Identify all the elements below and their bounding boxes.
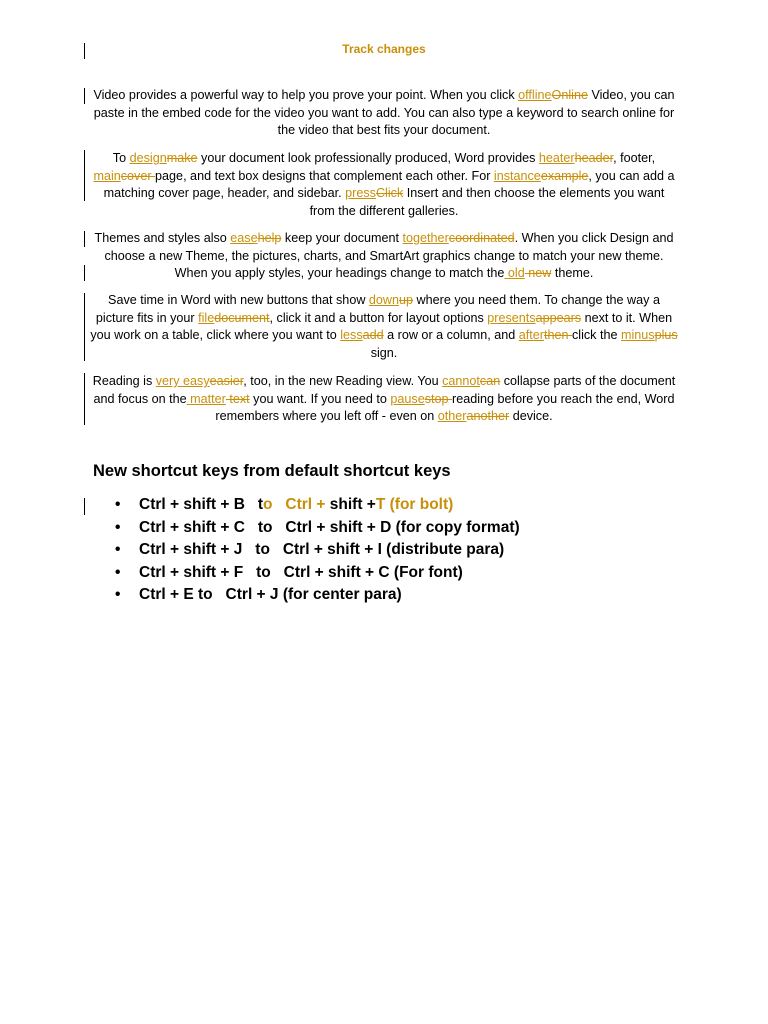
inserted-text: presents: [487, 310, 536, 325]
bullet-icon: •: [115, 586, 121, 603]
bullet-icon: •: [115, 496, 121, 513]
text-run: device.: [509, 409, 553, 424]
inserted-text: ease: [230, 231, 258, 245]
text-run: theme.: [551, 266, 594, 281]
deleted-text: another: [466, 409, 510, 424]
deleted-text: header: [574, 151, 614, 165]
bullet-icon: •: [115, 518, 121, 536]
inserted-text: instance: [493, 168, 541, 183]
text-run: you want. If you need to: [249, 391, 391, 406]
bullet-icon: •: [115, 563, 121, 581]
deleted-text: Click: [375, 186, 404, 201]
deleted-text: plus: [654, 328, 678, 343]
deleted-text: then: [543, 328, 572, 343]
deleted-text: up: [399, 293, 414, 307]
inserted-text: down: [368, 293, 400, 307]
deleted-text: easier: [209, 374, 244, 388]
text-run: Ctrl + shift + B t: [139, 496, 264, 513]
paragraph-buttons: [90, 292, 678, 363]
text-run: , you can add a matching cover page, header, and sidebar.: [103, 168, 675, 201]
inserted-text: T (for bolt): [375, 496, 454, 513]
deleted-text: stop: [424, 391, 453, 406]
paragraph-themes: [90, 230, 678, 283]
deleted-text: Online: [551, 88, 588, 102]
text-run: , footer,: [613, 151, 656, 165]
inserted-text: offline: [518, 88, 552, 102]
text-run: click the: [571, 328, 621, 343]
deleted-text: can: [479, 374, 501, 388]
list-item: [115, 517, 520, 540]
text-run: . When you click Design and choose a new Theme, the pictures, charts, and SmartArt graphics change to match your new theme. When you apply styles, your headings change to match the: [104, 231, 674, 281]
text-run: your document look professionally produced, Word provides: [197, 151, 539, 165]
deleted-text: appears: [535, 310, 582, 325]
text-run: Insert and then choose the elements you want from the different galleries.: [309, 186, 665, 219]
text-run: , too, in the new Reading view. You: [243, 374, 443, 388]
inserted-text: file: [198, 310, 215, 325]
text-run: Save time in Word with new buttons that show: [108, 293, 369, 307]
deleted-text: new: [524, 266, 552, 281]
text-run: sign.: [370, 346, 398, 361]
list-item: [115, 494, 520, 517]
change-bar: [84, 373, 85, 425]
text-run: Ctrl + shift + F to Ctrl + shift + C (For font): [139, 563, 463, 581]
text-run: Reading is: [92, 374, 156, 388]
paragraph-design: [90, 150, 678, 221]
document-title: Track changes: [342, 42, 426, 56]
text-run: next to it. When you work on a table, click where you want to: [90, 310, 673, 343]
inserted-text: after: [518, 328, 544, 343]
change-bar: [84, 265, 85, 281]
text-run: where you need them. To change the way a picture fits in your: [95, 293, 660, 325]
list-item: [115, 584, 520, 607]
inserted-text: old: [504, 266, 525, 281]
text-run: Ctrl + shift + J to Ctrl + shift + I (distribute para): [139, 541, 505, 558]
list-item: [115, 562, 520, 585]
inserted-text: other: [437, 409, 467, 424]
text-run: keep your document: [281, 231, 403, 245]
deleted-text: coordinated: [448, 231, 515, 245]
change-bar: [84, 231, 85, 247]
paragraph-reading: [90, 373, 678, 426]
inserted-text: heater: [538, 151, 575, 165]
deleted-text: document: [214, 310, 270, 325]
text-run: Ctrl + shift + C to Ctrl + shift + D (for copy format): [139, 518, 520, 536]
inserted-text: matter: [186, 391, 226, 406]
deleted-text: text: [225, 391, 250, 406]
text-run: page, and text box designs that complement each other. For: [155, 168, 494, 183]
inserted-text: press: [345, 186, 376, 201]
inserted-text: cannot: [442, 374, 480, 388]
inserted-text: together: [402, 231, 449, 245]
text-run: a row or a column, and: [383, 328, 519, 343]
deleted-text: cover: [120, 168, 156, 183]
paragraph-video: [90, 87, 678, 140]
text-run: To: [112, 151, 130, 165]
text-run: , click it and a button for layout options: [269, 310, 488, 325]
inserted-text: main: [93, 168, 121, 183]
inserted-text: very easy: [155, 374, 210, 388]
deleted-text: make: [166, 151, 198, 165]
text-run: Video, you can paste in the embed code for the video you want to add. You can also type a keyword to search online for the video that best fits your document.: [93, 88, 675, 138]
inserted-text: pause: [390, 391, 425, 406]
change-bar: [84, 43, 85, 59]
inserted-text: o Ctrl +: [263, 496, 330, 513]
deleted-text: help: [257, 231, 282, 245]
text-run: reading before you reach the end, Word remembers where you left off - even on: [215, 391, 675, 424]
text-run: Ctrl + E to Ctrl + J (for center para): [139, 586, 402, 603]
change-bar: [84, 88, 85, 104]
deleted-text: example: [540, 168, 589, 183]
inserted-text: less: [340, 328, 363, 343]
change-bar: [84, 150, 85, 201]
section-heading: New shortcut keys from default shortcut keys: [93, 462, 451, 480]
bullet-icon: •: [115, 541, 121, 558]
list-item: [115, 539, 520, 562]
inserted-text: design: [129, 151, 167, 165]
text-run: Themes and styles also: [94, 231, 231, 245]
shortcut-list: [115, 494, 520, 607]
text-run: Video provides a powerful way to help you prove your point. When you click: [93, 88, 519, 102]
change-bar: [84, 498, 85, 515]
text-run: collapse parts of the document and focus on the: [93, 374, 676, 406]
deleted-text: add: [362, 328, 384, 343]
inserted-text: minus: [620, 328, 655, 343]
text-run: shift +: [329, 496, 376, 513]
change-bar: [84, 293, 85, 361]
